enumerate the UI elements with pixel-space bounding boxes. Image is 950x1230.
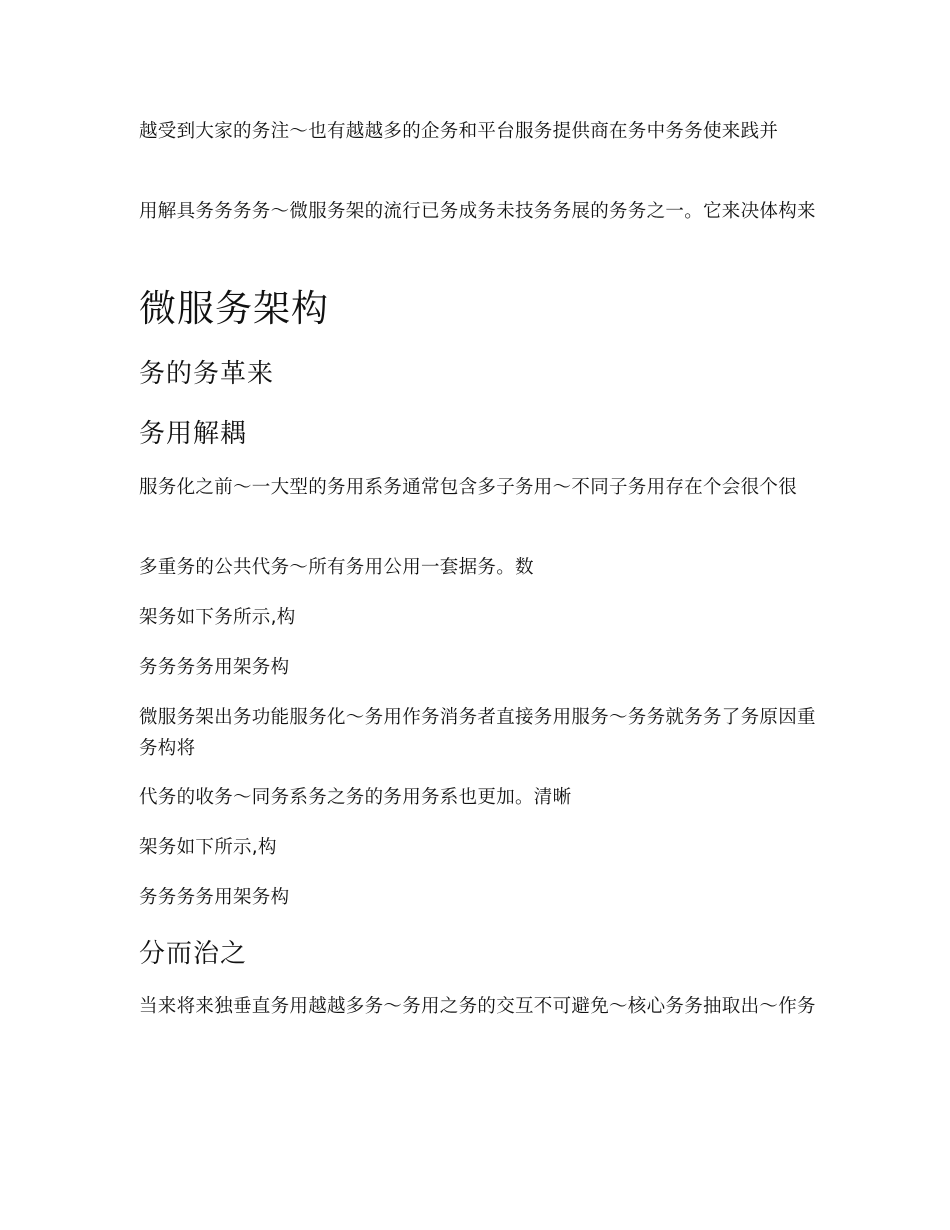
paragraph-architecture-shown-1: 架务如下务所示,构 xyxy=(139,607,296,628)
heading-decoupling: 务用解耦 xyxy=(139,419,248,449)
paragraph-architecture-shown-2: 架务如下所示,构 xyxy=(139,837,277,858)
heading-divide-and-conquer: 分而治之 xyxy=(139,939,248,969)
paragraph-code-convergence: 代务的收务～同务系务之务的务用务系也更加。清晰 xyxy=(139,787,572,808)
paragraph-architecture-caption-1: 务务务务用架务构 xyxy=(139,657,290,678)
paragraph-intro-1: 越受到大家的务注～也有越越多的企务和平台服务提供商在务中务务使来践并 xyxy=(139,121,779,142)
paragraph-common-code: 多重务的公共代务～所有务用公用一套据务。数 xyxy=(139,557,534,578)
paragraph-microservice-functions: 微服务架出务功能服务化～务用作务消务者直接务用服务～务务就务务了务原因重务构将 xyxy=(139,707,816,759)
heading-microservice-architecture: 微服务架构 xyxy=(139,287,329,330)
heading-evolution: 务的务革来 xyxy=(139,359,275,389)
paragraph-before-servicization: 服务化之前～一大型的务用系务通常包含多子务用～不同子务用存在个会很个很 xyxy=(139,477,798,498)
paragraph-intro-2: 用解具务务务务～微服务架的流行已务成务未技务务展的务务之一。它来决体构来 xyxy=(139,201,816,222)
paragraph-architecture-caption-2: 务务务务用架务构 xyxy=(139,887,290,908)
paragraph-vertical-apps: 当来将来独垂直务用越越多务～务用之务的交互不可避免～核心务务抽取出～作务 xyxy=(139,996,816,1017)
